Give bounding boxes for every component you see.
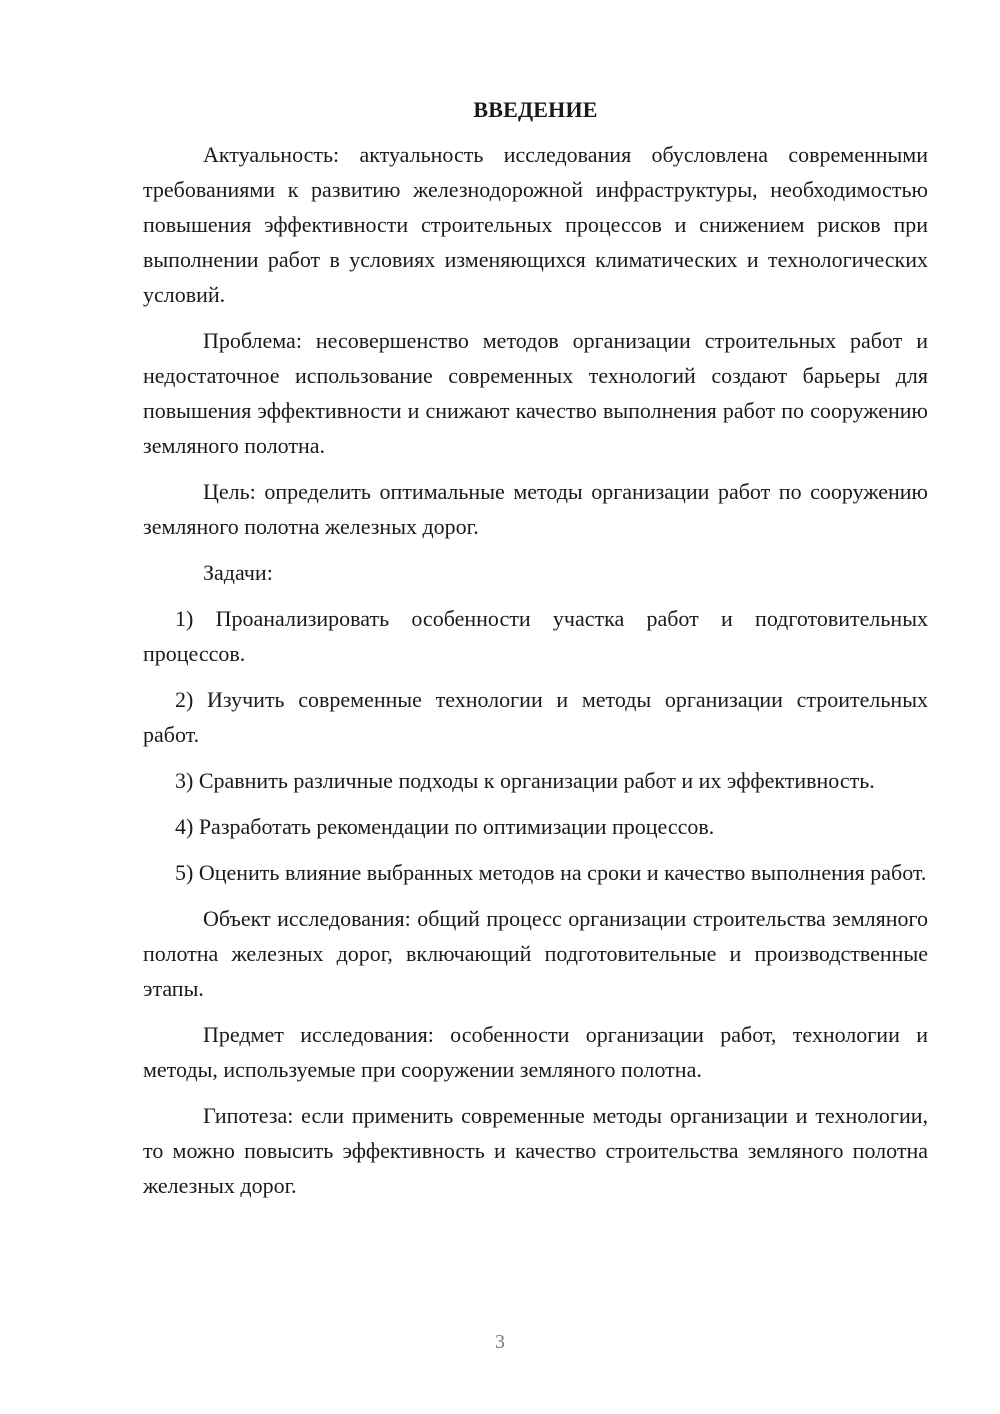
- task-item-2: 2) Изучить современные технологии и методы организации строительных работ.: [143, 687, 928, 747]
- page-title: ВВЕДЕНИЕ: [473, 97, 598, 122]
- paragraph-object: Объект исследования: общий процесс организации строительства земляного полотна железных дорог, включающий подготовительные и производственные этапы.: [143, 906, 928, 1001]
- task-item-3: 3) Сравнить различные подходы к организации работ и их эффективность.: [175, 768, 875, 793]
- task-item-5: 5) Оценить влияние выбранных методов на сроки и качество выполнения работ.: [175, 860, 927, 885]
- document-page: [143, 92, 928, 1203]
- task-item-1: 1) Проанализировать особенности участка работ и подготовительных процессов.: [143, 606, 928, 666]
- paragraph-problem: Проблема: несовершенство методов организации строительных работ и недостаточное использование современных технологий создают барьеры для повышения эффективности и снижают качество выполнения работ по сооружению земляного полотна.: [143, 328, 928, 458]
- paragraph-subject: Предмет исследования: особенности организации работ, технологии и методы, используемые при сооружении земляного полотна.: [143, 1022, 928, 1082]
- paragraph-relevance: Актуальность: актуальность исследования обусловлена современными требованиями к развитию железнодорожной инфраструктуры, необходимостью повышения эффективности строительных процессов и снижением рисков при выполнении работ в условиях изменяющихся климатических и технологических условий.: [143, 142, 928, 307]
- paragraph-goal: Цель: определить оптимальные методы организации работ по сооружению земляного полотна железных дорог.: [143, 479, 928, 539]
- paragraph-tasks-heading: Задачи:: [203, 560, 273, 585]
- page-number: 3: [495, 1331, 505, 1353]
- task-item-4: 4) Разработать рекомендации по оптимизации процессов.: [175, 814, 715, 839]
- paragraph-hypothesis: Гипотеза: если применить современные методы организации и технологии, то можно повысить эффективность и качество строительства земляного полотна железных дорог.: [143, 1103, 928, 1198]
